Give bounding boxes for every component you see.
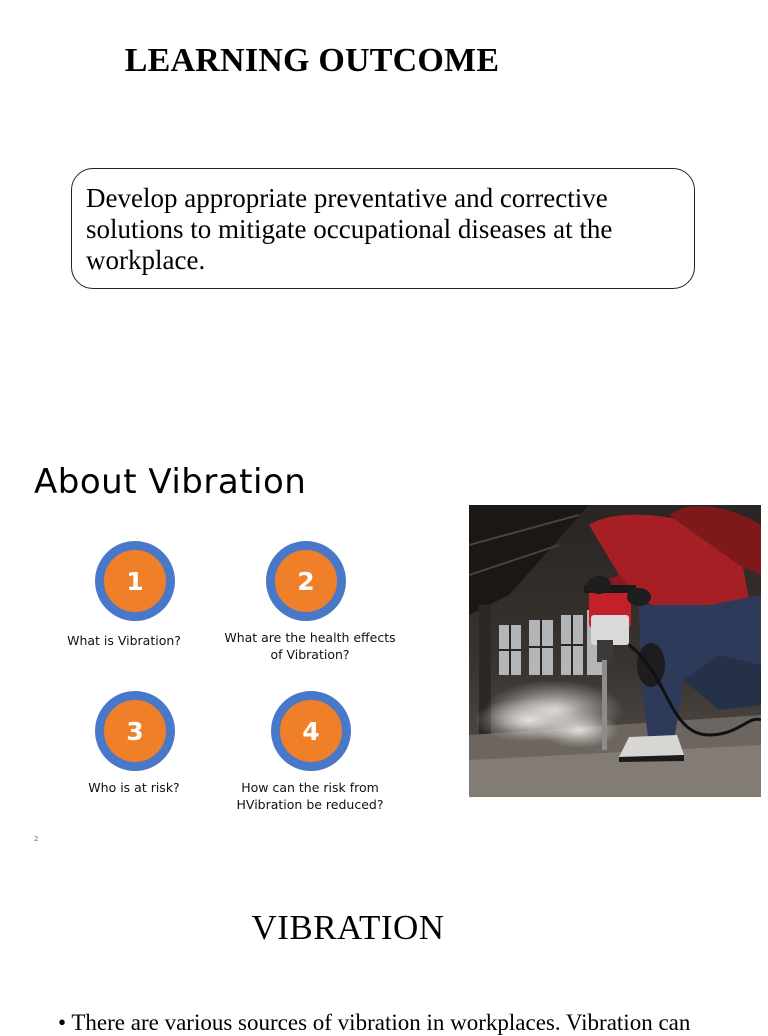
item-caption-4	[215, 779, 405, 813]
item-caption-2	[210, 629, 410, 663]
item-caption-2-line1: What are the health effects	[224, 630, 396, 645]
number-circle-4	[271, 691, 351, 771]
vibration-bullet-text: • There are various sources of vibration in workplaces. Vibration can	[58, 1010, 691, 1035]
item-caption-3: Who is at risk?	[88, 780, 180, 795]
vibration-title: VIBRATION	[251, 908, 445, 947]
item-caption-1: What is Vibration?	[67, 633, 181, 648]
number-4: 4	[302, 716, 320, 746]
photo-illustration	[469, 505, 761, 797]
item-caption-2-line2: of Vibration?	[270, 647, 350, 662]
number-2: 2	[297, 566, 315, 596]
number-circle-3	[95, 691, 175, 771]
item-caption-4-line1: How can the risk from	[241, 780, 379, 795]
number-1: 1	[126, 566, 144, 596]
number-circle-1	[95, 541, 175, 621]
number-circle-2	[266, 541, 346, 621]
learning-outcome-title: LEARNING OUTCOME	[124, 42, 500, 79]
item-caption-4-line2: HVibration be reduced?	[236, 797, 384, 812]
page-number: 2	[34, 835, 39, 843]
learning-outcome-box	[71, 168, 695, 289]
worker-jackhammer-photo	[469, 505, 761, 797]
about-vibration-title: About Vibration	[34, 462, 307, 502]
number-3: 3	[126, 716, 144, 746]
learning-outcome-text: Develop appropriate preventative and corrective solutions to mitigate occupational diseases at the workplace.	[86, 183, 613, 275]
